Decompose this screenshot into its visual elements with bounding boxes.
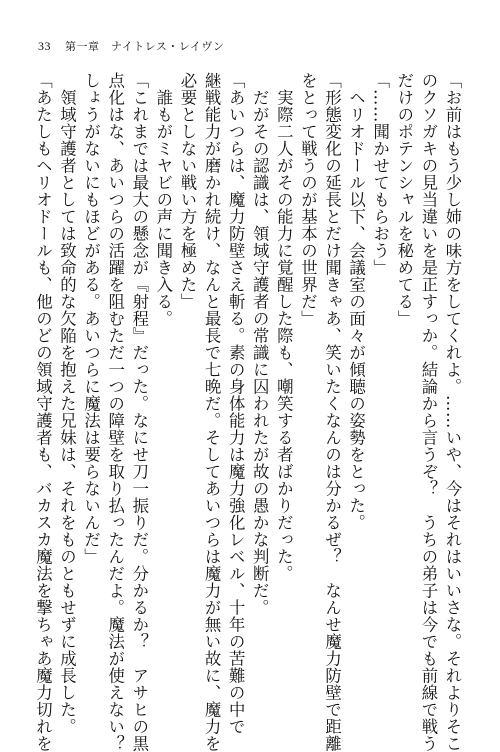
text-line: 「あたしもヘリオドールも、他のどの領域守護者も、バカスカ魔法を撃ちゃあ魔力切れを	[33, 72, 53, 752]
page-number: 33	[38, 39, 51, 53]
text-line: 誰もがミヤビの声に聞き入る。	[153, 72, 173, 327]
text-line: 「お前はもう少し姉の味方をしてくれよ。……いや、今はそれはいいさな。それよりそこ	[443, 72, 462, 752]
text-line: ヘリオドール以下、会議室の面々が傾聴の姿勢をとった。	[346, 72, 366, 531]
text-line: 領域守護者としては致命的な欠陥を抱えた兄妹は、それをものともせずに成長した。	[57, 72, 77, 735]
chapter-title: 第一章 ナイトレス・レイヴン	[65, 40, 225, 53]
text-line: 「あいつらは、魔力防壁さえ斬る。素の身体能力は魔力強化レベル、十年の苦難の中で	[226, 72, 246, 735]
text-line: 実際二人がその能力に覚醒した際も、嘲笑する者ばかりだった。	[274, 72, 294, 582]
text-line: 必要としない戦い方を極めた」	[177, 72, 197, 310]
text-line: 「形態変化の延長とだけ聞きゃあ、笑いたくなんのは分かるぜ？ なんせ魔力防壁で距離	[322, 72, 342, 752]
text-line: 点化はな、あいつらの活躍を阻むただ一つの障壁を取り払ったんだよ。魔法が使えない？	[105, 72, 125, 752]
text-line: だけのポテンシャルを秘めてる」	[394, 72, 414, 327]
text-line: 「これまでは最大の懸念が『射程』だった。なにせ刀一振りだ。分かるか？ アサヒの黒	[129, 72, 149, 752]
text-line: 継戦能力が磨かれ続け、なんと最長で七晩だ。そしてあいつらは魔力が無い故に、魔力を	[202, 72, 222, 752]
text-line: のクソガキの見当違いを是正すっか。結論から言うぞ？ うちの弟子は今でも前線で戦う	[418, 72, 438, 752]
text-line: 「……聞かせてもらおう」	[370, 72, 390, 276]
page-header	[38, 38, 224, 54]
text-line: をとって戦うのが基本の世界だ」	[298, 72, 318, 327]
text-line: だがその認識は、領域守護者の常識に囚われたが故の愚かな判断だ。	[250, 72, 270, 616]
text-line: しょうがないにもほどがある。あいつらに魔法は要らないんだ」	[81, 72, 101, 565]
body-text	[33, 72, 464, 752]
